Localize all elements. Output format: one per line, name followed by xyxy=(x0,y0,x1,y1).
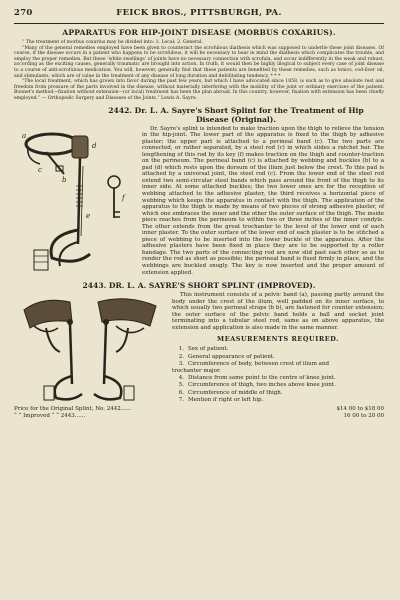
measurement-item: 1. Sex of patient. xyxy=(178,346,229,353)
price-label: “ “ Improved “ “ 2443...... xyxy=(14,412,86,419)
figure-label-e: e xyxy=(86,211,91,220)
page-number: 270 xyxy=(14,8,33,18)
running-head xyxy=(14,8,384,20)
section-title: APPARATUS FOR HIP-JOINT DISEASE (MORBUS COXARIUS). xyxy=(62,28,336,37)
measurement-item: 3. Circumference of body, between crest of ilium and xyxy=(178,360,330,367)
item-2442-heading-main: 2442. Dr. L. A. Sayre's Short Splint for the Treatment of Hip xyxy=(108,105,364,115)
section-paragraph-1: “ The treatment of morbus coxarius may be divided into: 1. Local; 2. General. xyxy=(22,40,203,45)
measurement-item: 6. Circumference of middle of thigh. xyxy=(178,389,283,396)
figure-label-b: b xyxy=(62,175,67,184)
section-paragraph-2: “Many of the general remedies employed have been given to counteract the scrofulous diathesis which was supposed to underlie these joint diseases. Of course, if the disease occurs in a patient who happens to be scrofulous, it will be necessary to bear in mind the diathesis which complicates the trouble, and employ the proper remedies. But these ‘white swellings’ of joints have no necessary connection with scrofula, and occur indifferently in the weak and robust, according as the exciting causes, generally traumatic are brought into action. In truth, it would then be highly illogical to subject every case of joint disease to a course of anti-scrofulous medication. You will, however, generally find that these patients are benefited by these remedies, such as tonics, cod-liver oil, and stimulants, which are of value in the treatment of any disease of long duration and debilitating tendency. * * * xyxy=(14,45,384,79)
figure-label-c: c xyxy=(38,165,42,174)
price-value: $14 00 to $18 00 xyxy=(336,406,384,413)
item-2443-heading: 2443. DR. L. A. SAYRE'S SHORT SPLINT (IMPROVED). xyxy=(82,281,316,291)
splint-key-icon xyxy=(108,176,120,218)
figure-label-a: a xyxy=(22,131,27,140)
measurement-item: 4. Distance from same point to the centre of knee joint. xyxy=(178,375,336,382)
item-2443-description: This instrument consists of a pelvic band (a), passing partly around the body under the crest of the ilium, well padded on its inner surface, to which usually two perineal straps (b b), are fastened for counter extension; the outer surface of the pelvic band holds a ball and socket joint terminating into a tubular steel rod, same as on above apparatus, the extension and application is also made in the same manner. xyxy=(172,292,384,331)
price-label: Price for the Original Splint, No. 2442...... xyxy=(14,406,132,413)
section-paragraph-3: “The local treatment, which has grown into favor during the past few years, but which I have advocated since 1858, is such as to give absolute rest and freedom from pressure of the parts involved in the disease, without materially interfering with the mobility of the joint or ordinary exercises of the patient. Bonnet's method—fixation without extension—(or local) treatment has been the plan abroad. In this country, however, fixation with extension has been chiefly employed.” — Orthopedic Surgery and Diseases of the Joints.” Lewis A. Sayre. xyxy=(14,79,384,101)
measurement-item: 5. Circumference of thigh, two inches above knee joint. xyxy=(178,382,336,389)
running-title: FEICK BROS., PITTSBURGH, PA. xyxy=(116,8,282,18)
price-line-improved xyxy=(14,413,384,420)
measurement-item: 7. Mention if right or left hip. xyxy=(178,396,264,403)
improved-splint-illustration xyxy=(16,292,166,404)
figure-label-f: f xyxy=(122,193,125,202)
price-value: 16 00 to 20 00 xyxy=(343,412,384,419)
price-line-original xyxy=(14,406,384,413)
figure-label-d: d xyxy=(92,141,97,150)
measurement-item-continued: trochanter major. xyxy=(172,368,221,374)
item-2443-block xyxy=(14,292,384,420)
item-2442-heading-sub: Disease (Original). xyxy=(195,114,277,124)
item-2442-block xyxy=(14,126,384,277)
measurements-heading: MEASUREMENTS REQUIRED. xyxy=(217,335,339,344)
item-2442-description: Dr. Sayre's splint is intended to make traction upon the thigh to relieve the tension in the hip-joint. The lower part of the apparatus is fixed to the thigh by adhesive plaster; the upper part is attached to a perineal band (c). The two parts are connected, or rather separated, by a steel rod (c) in which slides a ratchet bar. The lengthening of this rod by its key (f) makes traction on the thigh and counter-traction on the perineum. The perineal band (c) is attached by webbing and buckles (b) to a pad (d) which rests upon the dorsum of the ilium just below the crest. To this pad is attached by a universal joint, the steel rod (c). From the lower end of the steel rod extend two semi-circular steel bands which pass around the front of the thigh to its inner side. At some attached buckles; the two lower ones are for the reception of webbing attached to the adhesive plaster, the third receives a horizontal piece of webbing which keeps the apparatus in contact with the thigh. The application of the apparatus to the thigh is made by means of two pieces of strong adhesive plaster, of which one embraces the inner and the other the outer surface of the thigh. The inside piece reaches from the perineum to within two or three inches of the inner condyle. The other extends from the great trochanter to the level of the lower end of each inner plaster. To the outer surface of the lower end of each plaster is to be stitched a piece of webbing to be inserted into the lower buckle of the apparatus. After the adhesive plasters have been fixed in place they are to be supported by a roller bandage. The two parts of the connecting rod are now slid past each other so as to render the rod as short as possible; the perineal band is fixed firmly in place, and the webbings are buckled snugly. The key is now inserted and the proper amount of extension applied. xyxy=(142,125,384,276)
header-rule xyxy=(14,23,384,24)
item-2442-heading xyxy=(14,106,384,124)
short-splint-illustration xyxy=(16,126,136,276)
measurement-item: 2. General appearance of patient. xyxy=(178,353,275,360)
